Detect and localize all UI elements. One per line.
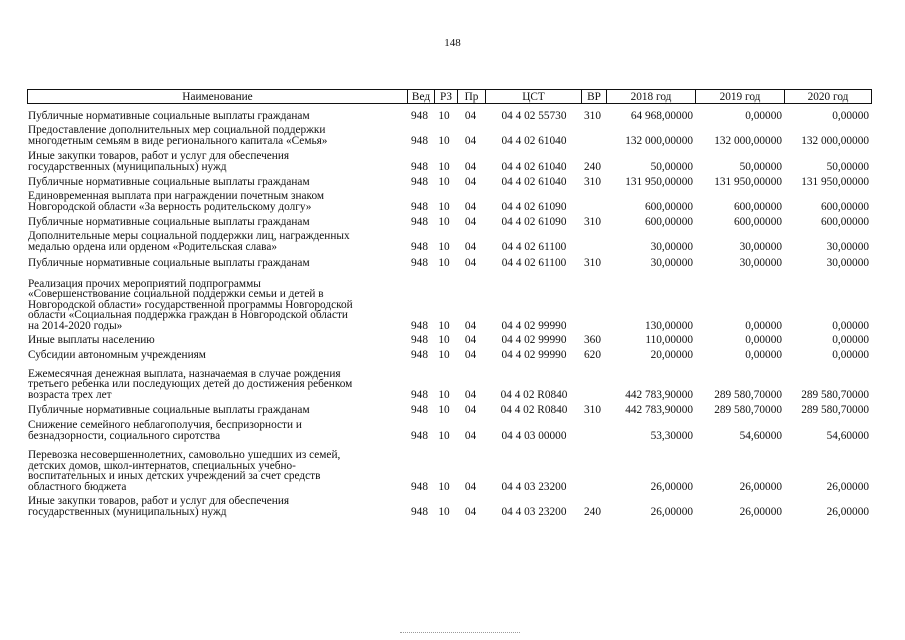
row-2019: 289 580,70000 [714, 403, 782, 416]
row-name: Публичные нормативные социальные выплаты гражданам [28, 175, 310, 188]
row-rz: 10 [438, 160, 450, 173]
row-pr: 04 [464, 505, 477, 518]
row-pr: 04 [464, 319, 477, 332]
row-cst: 04 4 02 61040 [501, 160, 567, 173]
row-cst: 04 4 02 61040 [501, 134, 567, 147]
row-name: Иные закупки товаров, работ и услуг для обеспечения государственных (муниципальных) нужд [28, 150, 290, 173]
row-ved: 948 [411, 215, 428, 228]
row-rz: 10 [438, 240, 450, 253]
row-ved: 948 [411, 134, 428, 147]
row-2019: 600,00000 [733, 200, 782, 213]
row-pr: 04 [464, 429, 477, 442]
row-2020: 30,00000 [826, 256, 869, 269]
scan-artifact-line [400, 632, 520, 634]
row-pr: 04 [464, 403, 477, 416]
row-2020: 26,00000 [826, 505, 869, 518]
row-rz: 10 [438, 388, 450, 401]
row-name: Снижение семейного неблагополучия, беспризорности и безнадзорности, социального сиротства [28, 419, 302, 442]
row-pr: 04 [464, 240, 477, 253]
row-pr: 04 [464, 175, 477, 188]
row-rz: 10 [438, 134, 450, 147]
row-pr: 04 [464, 200, 477, 213]
row-2018: 442 783,90000 [625, 388, 693, 401]
row-2018: 600,00000 [644, 200, 693, 213]
row-name: Дополнительные меры социальной поддержки лиц, награжденных медалью ордена или орденом «Родительская слава» [28, 230, 350, 253]
row-name: Ежемесячная денежная выплата, назначаемая в случае рождения третьего ребенка или последующих детей до достижения ребенком возраста трех лет [28, 367, 353, 401]
row-2018: 30,00000 [650, 240, 693, 253]
header-rz: РЗ [434, 90, 457, 103]
row-2018: 64 968,00000 [630, 109, 693, 122]
row-2020: 132 000,00000 [801, 134, 869, 147]
row-pr: 04 [464, 388, 477, 401]
row-2019: 132 000,00000 [714, 134, 782, 147]
row-2019: 30,00000 [739, 240, 782, 253]
row-vr: 310 [584, 109, 601, 122]
row-2020: 26,00000 [826, 480, 869, 493]
row-2018: 26,00000 [650, 505, 693, 518]
row-name: Предоставление дополнительных мер социальной поддержки многодетным семьям в виде регионального капитала «Семья» [28, 124, 328, 147]
row-2019: 289 580,70000 [714, 388, 782, 401]
row-2018: 600,00000 [644, 215, 693, 228]
row-name: Публичные нормативные социальные выплаты гражданам [28, 256, 310, 269]
row-rz: 10 [438, 319, 450, 332]
row-2019: 0,00000 [745, 333, 782, 346]
row-ved: 948 [411, 200, 428, 213]
row-name: Перевозка несовершеннолетних, самовольно ушедших из семей, детских домов, школ-интернатов, специальных учебно- воспитательных и иных детских учреждений за счет средств областного бюджета [28, 449, 341, 493]
row-2020: 0,00000 [832, 348, 869, 361]
row-name: Публичные нормативные социальные выплаты гражданам [28, 109, 310, 122]
row-2018: 53,30000 [650, 429, 693, 442]
row-name: Субсидии автономным учреждениям [28, 348, 206, 361]
row-rz: 10 [438, 429, 450, 442]
row-name: Иные выплаты населению [28, 333, 155, 346]
row-cst: 04 4 02 61040 [501, 175, 567, 188]
row-ved: 948 [411, 240, 428, 253]
row-2020: 131 950,00000 [801, 175, 869, 188]
row-ved: 948 [411, 348, 428, 361]
row-pr: 04 [464, 348, 477, 361]
row-2020: 0,00000 [832, 319, 869, 332]
row-2019: 131 950,00000 [714, 175, 782, 188]
row-2018: 130,00000 [644, 319, 693, 332]
row-cst: 04 4 02 99990 [501, 319, 567, 332]
row-2020: 30,00000 [826, 240, 869, 253]
row-name: Единовременная выплата при награждении почетным знаком Новгородской области «За верность родительскому долгу» [28, 190, 325, 213]
row-2018: 20,00000 [650, 348, 693, 361]
row-2019: 50,00000 [739, 160, 782, 173]
header-cst: ЦСТ [485, 90, 581, 103]
row-ved: 948 [411, 109, 428, 122]
row-name: Реализация прочих мероприятий подпрограммы «Совершенствование социальной поддержки семьи и детей в Новгородской области» государственной программы Новгородской области «Социальная поддержка граждан в Новгородской области на 2014-2020 годы» [28, 277, 353, 332]
row-pr: 04 [464, 109, 477, 122]
row-2020: 600,00000 [820, 215, 869, 228]
row-ved: 948 [411, 429, 428, 442]
header-pr: Пр [457, 90, 485, 103]
row-pr: 04 [464, 134, 477, 147]
row-cst: 04 4 02 61090 [501, 200, 567, 213]
row-cst: 04 4 02 R0840 [500, 403, 568, 416]
row-vr: 240 [584, 160, 601, 173]
row-ved: 948 [411, 333, 428, 346]
row-rz: 10 [438, 215, 450, 228]
row-cst: 04 4 02 R0840 [500, 388, 568, 401]
row-name: Иные закупки товаров, работ и услуг для обеспечения государственных (муниципальных) нужд [28, 495, 290, 518]
row-vr: 240 [584, 505, 601, 518]
row-rz: 10 [438, 175, 450, 188]
row-2018: 110,00000 [645, 333, 693, 346]
row-ved: 948 [411, 403, 428, 416]
row-2019: 0,00000 [745, 109, 782, 122]
row-2018: 30,00000 [650, 256, 693, 269]
row-rz: 10 [438, 256, 450, 269]
row-2019: 0,00000 [745, 348, 782, 361]
row-name: Публичные нормативные социальные выплаты гражданам [28, 215, 310, 228]
row-2019: 26,00000 [739, 480, 782, 493]
row-2020: 0,00000 [832, 109, 869, 122]
row-pr: 04 [464, 333, 477, 346]
page-number: 148 [444, 37, 461, 49]
row-cst: 04 4 03 00000 [501, 429, 567, 442]
row-2018: 442 783,90000 [625, 403, 693, 416]
row-ved: 948 [411, 175, 428, 188]
row-vr: 310 [584, 403, 601, 416]
row-vr: 620 [584, 348, 601, 361]
row-2020: 600,00000 [820, 200, 869, 213]
row-name: Публичные нормативные социальные выплаты гражданам [28, 403, 310, 416]
row-cst: 04 4 02 61100 [501, 240, 567, 253]
row-rz: 10 [438, 480, 450, 493]
row-ved: 948 [411, 388, 428, 401]
header-2020: 2020 год [784, 90, 871, 103]
row-cst: 04 4 03 23200 [501, 480, 567, 493]
header-ved: Вед [407, 90, 434, 103]
header-2018: 2018 год [606, 90, 695, 103]
row-vr: 310 [584, 175, 601, 188]
row-cst: 04 4 02 61090 [501, 215, 567, 228]
row-2019: 30,00000 [739, 256, 782, 269]
row-pr: 04 [464, 256, 477, 269]
row-2019: 0,00000 [745, 319, 782, 332]
header-name: Наименование [182, 91, 253, 103]
row-pr: 04 [464, 160, 477, 173]
row-ved: 948 [411, 505, 428, 518]
row-rz: 10 [438, 333, 450, 346]
row-cst: 04 4 02 61100 [501, 256, 567, 269]
row-ved: 948 [411, 480, 428, 493]
row-ved: 948 [411, 256, 428, 269]
row-rz: 10 [438, 348, 450, 361]
row-ved: 948 [411, 319, 428, 332]
row-2018: 50,00000 [650, 160, 693, 173]
row-2020: 54,60000 [826, 429, 869, 442]
row-rz: 10 [438, 109, 450, 122]
row-cst: 04 4 02 55730 [501, 109, 567, 122]
row-2018: 132 000,00000 [625, 134, 693, 147]
row-cst: 04 4 03 23200 [501, 505, 567, 518]
header-2019: 2019 год [695, 90, 784, 103]
row-pr: 04 [464, 215, 477, 228]
row-2018: 26,00000 [650, 480, 693, 493]
row-2019: 26,00000 [739, 505, 782, 518]
row-2020: 50,00000 [826, 160, 869, 173]
row-2020: 289 580,70000 [801, 388, 869, 401]
row-cst: 04 4 02 99990 [501, 348, 567, 361]
row-pr: 04 [464, 480, 477, 493]
row-rz: 10 [438, 403, 450, 416]
row-vr: 310 [584, 256, 601, 269]
row-2019: 54,60000 [739, 429, 782, 442]
row-vr: 310 [584, 215, 601, 228]
row-2020: 0,00000 [832, 333, 869, 346]
row-2020: 289 580,70000 [801, 403, 869, 416]
row-2019: 600,00000 [733, 215, 782, 228]
row-vr: 360 [584, 333, 601, 346]
row-2018: 131 950,00000 [625, 175, 693, 188]
row-rz: 10 [438, 505, 450, 518]
row-ved: 948 [411, 160, 428, 173]
row-rz: 10 [438, 200, 450, 213]
row-cst: 04 4 02 99990 [501, 333, 567, 346]
header-vr: ВР [581, 90, 606, 103]
